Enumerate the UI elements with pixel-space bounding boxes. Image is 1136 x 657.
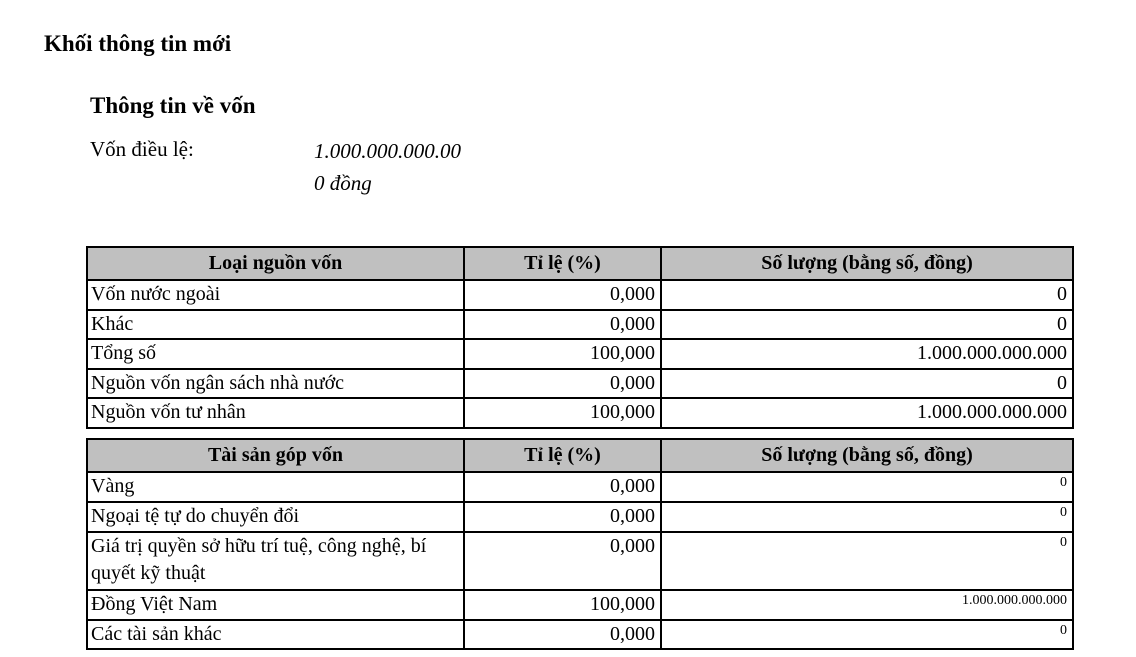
column-header-asset-type: Tài sản góp vốn [87,439,464,472]
cell-amount: 1.000.000.000.000 [661,398,1073,428]
cell-asset-type: Các tài sản khác [87,620,464,649]
cell-amount: 0 [661,620,1073,649]
cell-amount: 1.000.000.000.000 [661,590,1073,620]
cell-source-type: Tổng số [87,339,464,369]
table-row [87,339,1073,369]
table-row [87,590,1073,620]
cell-ratio: 100,000 [464,590,661,620]
column-header-amount: Số lượng (bằng số, đồng) [661,247,1073,280]
cell-amount: 1.000.000.000.000 [661,339,1073,369]
contributed-assets-table [86,438,1074,650]
table-row [87,280,1073,310]
column-header-ratio: Tỉ lệ (%) [464,247,661,280]
cell-ratio: 0,000 [464,472,661,502]
table-row [87,620,1073,649]
column-header-source-type: Loại nguồn vốn [87,247,464,280]
cell-amount: 0 [661,280,1073,310]
cell-ratio: 0,000 [464,369,661,398]
capital-sources-table [86,246,1074,429]
cell-asset-type: Ngoại tệ tự do chuyển đổi [87,502,464,532]
cell-asset-type: Giá trị quyền sở hữu trí tuệ, công nghệ, bí quyết kỹ thuật [87,532,464,590]
charter-capital-label: Vốn điều lệ: [90,137,194,161]
cell-amount: 0 [661,472,1073,502]
table-row [87,398,1073,428]
cell-ratio: 0,000 [464,280,661,310]
table-header-row [87,439,1073,472]
charter-capital-value [314,135,461,199]
cell-amount: 0 [661,310,1073,339]
cell-ratio: 0,000 [464,620,661,649]
cell-amount: 0 [661,369,1073,398]
cell-source-type: Nguồn vốn ngân sách nhà nước [87,369,464,398]
table-row [87,502,1073,532]
cell-ratio: 0,000 [464,502,661,532]
cell-source-type: Nguồn vốn tư nhân [87,398,464,428]
cell-asset-type: Vàng [87,472,464,502]
charter-capital-value-line1: 1.000.000.000.00 [314,139,461,163]
charter-capital-value-line2: 0 đồng [314,171,372,195]
table-row [87,472,1073,502]
table-row [87,532,1073,590]
table-row [87,310,1073,339]
cell-asset-type: Đồng Việt Nam [87,590,464,620]
cell-ratio: 0,000 [464,310,661,339]
column-header-amount: Số lượng (bằng số, đồng) [661,439,1073,472]
cell-ratio: 100,000 [464,339,661,369]
table-header-row [87,247,1073,280]
cell-ratio: 0,000 [464,532,661,590]
column-header-ratio: Tỉ lệ (%) [464,439,661,472]
table-row [87,369,1073,398]
cell-amount: 0 [661,532,1073,590]
cell-source-type: Khác [87,310,464,339]
cell-amount: 0 [661,502,1073,532]
cell-ratio: 100,000 [464,398,661,428]
section-title-capital-info: Thông tin về vốn [90,93,256,118]
cell-source-type: Vốn nước ngoài [87,280,464,310]
page-title: Khối thông tin mới [44,31,232,56]
